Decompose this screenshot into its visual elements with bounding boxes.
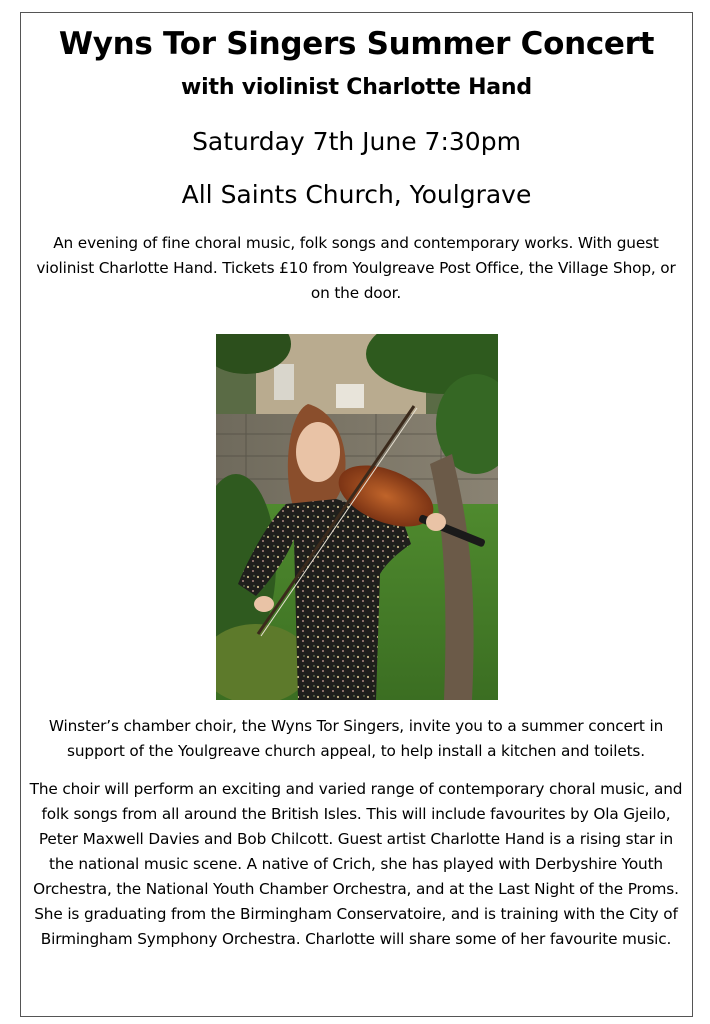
poster-title: Wyns Tor Singers Summer Concert [58, 26, 655, 62]
event-date: Saturday 7th June 7:30pm [192, 127, 521, 156]
poster-subtitle: with violinist Charlotte Hand [181, 75, 532, 100]
intro-paragraph: An evening of fine choral music, folk songs and contemporary works. With guest violinist Charlotte Hand. Tickets £10 from Youlgreave Post Office, the Village Shop, or on the door. [36, 234, 676, 302]
paragraph-choir-appeal: Winster’s chamber choir, the Wyns Tor Singers, invite you to a summer concert in support of the Youlgreave church appeal, to help install a kitchen and toilets. [48, 717, 664, 760]
paragraph-programme: The choir will perform an exciting and varied range of contemporary choral music, and folk songs from all around the British Isles. This will include favourites by Ola Gjeilo, Peter Maxwell Davies and Bob Chilcott. Guest artist Charlotte Hand is a rising star in the national music scene. A native of Crich, she has played with Derbyshire Youth Orchestra, the National Youth Chamber Orchestra, and at the Last Night of the Proms. She is graduating from the Birmingham Conservatoire, and is training with the City of Birmingham Symphony Orchestra. Charlotte will share some of her favourite music. [29, 780, 683, 948]
violinist-photo [216, 334, 498, 700]
event-venue: All Saints Church, Youlgrave [181, 180, 532, 209]
